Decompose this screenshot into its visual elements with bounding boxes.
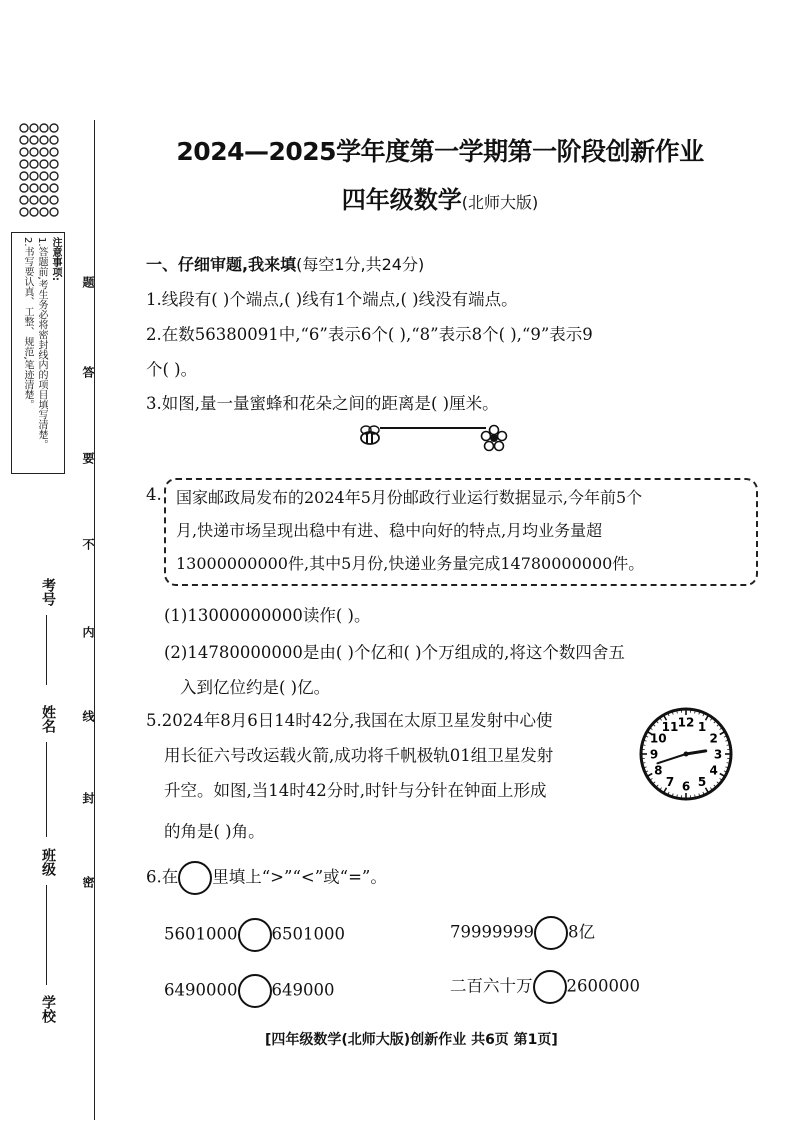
clock-number: 12 xyxy=(677,715,695,730)
news-line-3: 13000000000件,其中5月份,快递业务量完成14780000000件。 xyxy=(176,554,645,573)
clock-tick xyxy=(724,771,726,772)
clock-tick xyxy=(727,763,729,764)
seal-line xyxy=(94,120,95,1120)
compare-right: 8亿 xyxy=(567,922,595,942)
clock-hour-hand xyxy=(686,751,706,754)
clock-tick xyxy=(672,712,673,714)
compare-item-2 xyxy=(450,916,595,950)
edition-label: (北师大版) xyxy=(461,193,539,212)
clock-tick xyxy=(703,792,704,794)
compare-item-4 xyxy=(450,970,640,1004)
question-4-number: 4. xyxy=(146,485,162,504)
decorative-dot-pattern xyxy=(14,120,62,228)
notice-title: 注意事项: xyxy=(50,237,61,281)
question-6-prefix: 6.在 xyxy=(146,867,179,887)
question-5-line2: 用长征六号改运载火箭,成功将千帆极轨01组卫星发射 xyxy=(164,746,554,765)
notice-item-2: 2.书写要认真、工整、规范,笔迹清楚。 xyxy=(22,237,33,410)
compare-right: 2600000 xyxy=(566,976,640,996)
clock-tick xyxy=(643,745,645,746)
clock-tick xyxy=(724,736,726,737)
clock-number: 10 xyxy=(649,731,667,746)
clock-figure xyxy=(638,706,734,802)
seal-word-6: 线 xyxy=(81,710,95,722)
clock-tick xyxy=(668,714,669,716)
news-line-2: 月,快递市场呈现出稳中有进、稳中向好的特点,月均业务量超 xyxy=(176,521,603,540)
clock-tick xyxy=(660,788,661,790)
school-label: 学校 xyxy=(40,995,56,1023)
clock-tick xyxy=(717,782,719,784)
seal-word-8: 密 xyxy=(81,876,95,888)
question-2-line1: 2.在数56380091中,“6”表示6个( ),“8”表示8个( ),“9”表示9 xyxy=(146,325,593,344)
subject-title: 四年级数学 xyxy=(341,186,462,214)
compare-item-1 xyxy=(164,918,345,952)
comparison-answer-circle[interactable] xyxy=(533,970,567,1004)
seal-word-4: 不 xyxy=(81,538,95,550)
class-line xyxy=(46,885,47,985)
exam-number-label: 考号 xyxy=(40,578,56,606)
clock-tick xyxy=(699,793,700,795)
question-4-2-line1: (2)14780000000是由( )个亿和( )个万组成的,将这个数四舍五 xyxy=(164,643,625,662)
seal-word-5: 内 xyxy=(81,626,95,638)
compare-left: 79999999 xyxy=(450,922,534,942)
seal-word-3: 要 xyxy=(81,452,95,464)
question-1: 1.线段有( )个端点,( )线有1个端点,( )线没有端点。 xyxy=(146,290,518,309)
clock-tick xyxy=(643,763,645,764)
news-line-1: 国家邮政局发布的2024年5月份邮政行业运行数据显示,今年前5个 xyxy=(176,488,643,507)
page-footer: [四年级数学(北师大版)创新作业 共6页 第1页] xyxy=(265,1032,558,1048)
clock-tick xyxy=(672,793,673,795)
section-title: 一、仔细审题,我来填 xyxy=(146,255,297,274)
clock-number: 8 xyxy=(654,763,663,778)
clock-tick xyxy=(657,721,659,723)
comparison-answer-circle[interactable] xyxy=(534,916,568,950)
bee-icon xyxy=(361,426,379,444)
compare-left: 5601000 xyxy=(164,924,238,944)
clock-tick xyxy=(653,782,655,784)
compare-right: 6501000 xyxy=(271,924,345,944)
compare-left: 6490000 xyxy=(164,980,238,1000)
clock-tick xyxy=(710,718,711,720)
clock-tick xyxy=(720,728,722,729)
clock-number: 4 xyxy=(709,763,718,778)
clock-minute-hand xyxy=(657,754,686,763)
clock-tick xyxy=(646,736,648,737)
clock-tick xyxy=(714,721,716,723)
clock-tick xyxy=(653,725,655,727)
clock-number: 1 xyxy=(697,719,707,734)
question-2-line2: 个( )。 xyxy=(146,360,198,379)
clock-number: 5 xyxy=(697,775,707,790)
comparison-answer-circle[interactable] xyxy=(238,974,272,1008)
clock-tick xyxy=(720,732,724,735)
clock-number: 6 xyxy=(681,779,691,794)
compare-left: 二百六十万 xyxy=(450,976,533,996)
clock-number: 7 xyxy=(665,775,675,790)
comparison-circle-example xyxy=(178,861,212,895)
question-6-suffix: 里填上“>”“<”或“=”。 xyxy=(212,867,387,887)
clock-tick xyxy=(695,711,696,713)
question-5-line1: 5.2024年8月6日14时42分,我国在太原卫星发射中心使 xyxy=(146,711,553,730)
notice-item-1: 1.答题前,考生务必将密封线内的项目填写清楚。 xyxy=(36,237,47,450)
clock-center xyxy=(684,752,689,757)
question-5-line3: 升空。如图,当14时42分时,时针与分针在钟面上形成 xyxy=(164,781,547,800)
name-label: 姓名 xyxy=(40,705,56,733)
clock-tick xyxy=(644,740,646,741)
question-5-line4: 的角是( )角。 xyxy=(164,822,265,841)
clock-tick xyxy=(699,712,700,714)
section-heading xyxy=(146,252,424,275)
clock-tick xyxy=(720,774,724,777)
clock-number: 2 xyxy=(709,731,718,746)
question-4-2-line2: 入到亿位约是( )亿。 xyxy=(180,678,331,697)
clock-tick xyxy=(648,774,652,777)
clock-tick xyxy=(650,728,652,729)
exam-number-line xyxy=(46,615,47,685)
clock-tick xyxy=(703,714,704,716)
compare-right: 649000 xyxy=(271,980,335,1000)
clock-tick xyxy=(646,771,648,772)
compare-item-3 xyxy=(164,974,335,1008)
clock-tick xyxy=(677,795,678,797)
clock-tick xyxy=(668,792,669,794)
section-note: (每空1分,共24分) xyxy=(296,255,425,274)
clock-tick xyxy=(695,795,696,797)
bee-flower-figure xyxy=(352,420,512,456)
clock-tick xyxy=(717,725,719,727)
name-line xyxy=(46,742,47,837)
page-subtitle xyxy=(140,180,740,215)
seal-word-2: 答 xyxy=(81,366,95,378)
comparison-answer-circle[interactable] xyxy=(238,918,272,952)
clock-tick xyxy=(725,740,727,741)
clock-number: 3 xyxy=(713,747,723,762)
clock-tick xyxy=(710,788,711,790)
question-6 xyxy=(146,861,387,895)
clock-tick xyxy=(657,785,659,787)
flower-icon xyxy=(482,426,507,451)
clock-tick xyxy=(644,767,646,768)
seal-word-7: 封 xyxy=(81,792,95,804)
seal-word-1: 题 xyxy=(81,276,95,288)
clock-tick xyxy=(725,767,727,768)
page-title: 2024—2025学年度第一学期第一阶段创新作业 xyxy=(176,137,704,166)
clock-tick xyxy=(677,711,678,713)
notice-box xyxy=(11,232,65,474)
class-label: 班级 xyxy=(40,848,56,876)
clock-tick xyxy=(727,745,729,746)
clock-tick xyxy=(650,778,652,779)
clock-number: 11 xyxy=(661,719,679,734)
clock-number: 9 xyxy=(649,747,659,762)
clock-tick xyxy=(720,778,722,779)
clock-tick xyxy=(714,785,716,787)
question-3: 3.如图,量一量蜜蜂和花朵之间的距离是( )厘米。 xyxy=(146,394,499,413)
question-4-1: (1)13000000000读作( )。 xyxy=(164,606,371,625)
